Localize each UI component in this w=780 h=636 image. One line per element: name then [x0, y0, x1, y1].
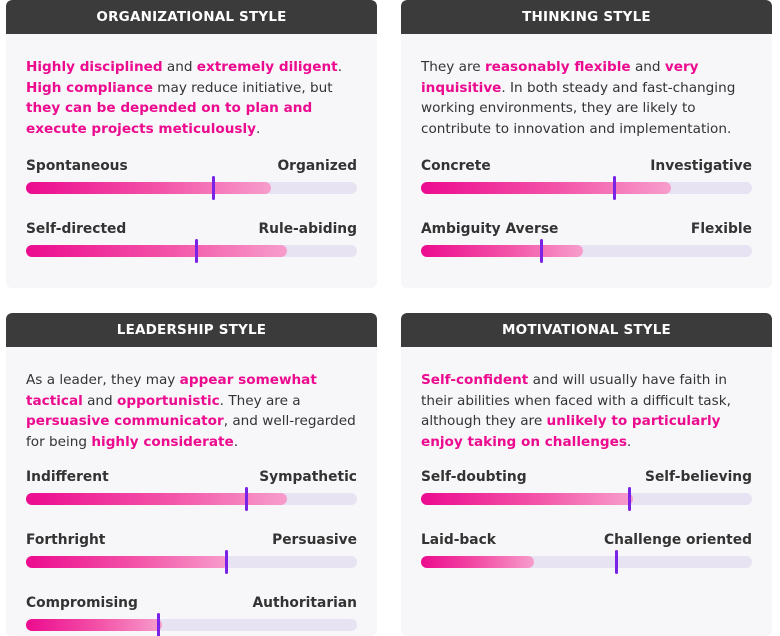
- description-text: .: [337, 59, 343, 75]
- card-description: [421, 57, 754, 140]
- trait-scale-fill: [26, 556, 228, 568]
- trait-scale-fill: [421, 493, 633, 505]
- highlight-text: extremely diligent: [196, 59, 338, 75]
- description-text: , and well-regarded for being: [26, 413, 356, 451]
- trait-left-label: Compromising: [26, 595, 138, 611]
- trait-spontaneous-organized: [26, 156, 357, 196]
- description-text: .: [256, 121, 261, 138]
- trait-right-label: Authoritarian: [252, 595, 357, 611]
- description-text: . They are a: [219, 392, 301, 409]
- description-text: They are: [421, 59, 485, 75]
- trait-labels: [26, 530, 357, 550]
- highlight-text: opportunistic: [117, 392, 220, 409]
- trait-concrete-investigative: [421, 156, 752, 196]
- trait-labels: [421, 467, 752, 487]
- trait-left-label: Self-doubting: [421, 469, 527, 485]
- trait-self-doubting-self-believing: [421, 467, 752, 507]
- trait-left-label: Self-directed: [26, 221, 127, 237]
- trait-right-label: Rule-abiding: [258, 221, 357, 237]
- trait-left-label: Forthright: [26, 532, 106, 548]
- trait-left-label: Spontaneous: [26, 158, 128, 174]
- trait-scale-track: [26, 493, 357, 505]
- trait-scale-fill: [26, 245, 287, 257]
- trait-score-marker: [157, 613, 160, 636]
- trait-labels: [421, 530, 752, 550]
- trait-left-label: Concrete: [421, 158, 491, 174]
- trait-forthright-persuasive: [26, 530, 357, 570]
- card-leadership-style: [6, 313, 377, 636]
- trait-scale-track: [26, 182, 357, 194]
- trait-scale-track: [421, 245, 752, 257]
- highlight-text: High compliance: [26, 79, 153, 96]
- trait-self-directed-rule-abiding: [26, 219, 357, 259]
- trait-score-marker: [225, 550, 228, 574]
- trait-right-label: Organized: [277, 158, 357, 174]
- description-text: and: [630, 59, 665, 75]
- highlight-text: Highly disciplined: [26, 59, 163, 75]
- trait-scale-track: [421, 556, 752, 568]
- description-text: .: [626, 434, 632, 451]
- trait-scale-fill: [26, 182, 271, 194]
- highlight-text: unlikely to particularly enjoy taking on challenges: [421, 413, 721, 451]
- trait-compromising-authoritarian: [26, 593, 357, 633]
- card-description: [26, 57, 359, 140]
- highlight-text: appear somewhat tactical: [26, 372, 317, 409]
- trait-scale-fill: [421, 245, 583, 257]
- highlight-text: highly considerate: [91, 434, 234, 451]
- card-description: [421, 370, 754, 453]
- highlight-text: persuasive communicator: [26, 413, 224, 430]
- card-motivational-style: [401, 313, 772, 636]
- highlight-text: they can be depended on to plan and execute projects meticulously: [26, 100, 313, 138]
- description-text: .: [233, 434, 239, 451]
- trait-scale-fill: [421, 182, 671, 194]
- description-text: As a leader, they may: [26, 372, 180, 388]
- card-description: [26, 370, 359, 453]
- trait-scale-track: [26, 245, 357, 257]
- trait-score-marker: [245, 487, 248, 511]
- card-thinking-style: [401, 0, 772, 288]
- trait-score-marker: [615, 550, 618, 574]
- trait-scale-track: [421, 493, 752, 505]
- trait-score-marker: [195, 239, 198, 263]
- description-text: and: [82, 392, 117, 409]
- trait-labels: [421, 219, 752, 239]
- trait-indifferent-sympathetic: [26, 467, 357, 507]
- trait-right-label: Sympathetic: [259, 469, 357, 485]
- description-text: and: [162, 59, 197, 75]
- trait-scale-track: [421, 182, 752, 194]
- trait-labels: [26, 219, 357, 239]
- trait-scale-fill: [26, 619, 162, 631]
- trait-scale-track: [26, 619, 357, 631]
- card-title: THINKING STYLE: [401, 0, 772, 34]
- trait-score-marker: [628, 487, 631, 511]
- trait-right-label: Persuasive: [272, 532, 357, 548]
- trait-score-marker: [540, 239, 543, 263]
- trait-left-label: Indifferent: [26, 469, 109, 485]
- card-title: ORGANIZATIONAL STYLE: [6, 0, 377, 34]
- highlight-text: reasonably flexible: [484, 59, 631, 75]
- trait-right-label: Flexible: [690, 221, 752, 237]
- trait-scale-fill: [421, 556, 534, 568]
- trait-score-marker: [613, 176, 616, 200]
- trait-score-marker: [212, 176, 215, 200]
- card-organizational-style: [6, 0, 377, 288]
- card-title: LEADERSHIP STYLE: [6, 313, 377, 347]
- trait-labels: [421, 156, 752, 176]
- trait-right-label: Self-believing: [645, 469, 752, 485]
- description-text: and will usually have faith in their abilities when faced with a difficult task, although they are: [421, 372, 731, 430]
- trait-right-label: Challenge oriented: [604, 532, 752, 548]
- trait-scale-track: [26, 556, 357, 568]
- card-title: MOTIVATIONAL STYLE: [401, 313, 772, 347]
- trait-left-label: Ambiguity Averse: [421, 221, 559, 237]
- trait-left-label: Laid-back: [421, 532, 496, 548]
- trait-labels: [26, 593, 357, 613]
- trait-ambiguity-averse-flexible: [421, 219, 752, 259]
- trait-labels: [26, 467, 357, 487]
- description-text: . In both steady and fast-changing working environments, they are likely to contribute to innovation and implementation.: [421, 79, 736, 138]
- highlight-text: very inquisitive: [421, 59, 699, 96]
- trait-scale-fill: [26, 493, 287, 505]
- trait-right-label: Investigative: [650, 158, 752, 174]
- description-text: may reduce initiative, but: [152, 79, 333, 96]
- highlight-text: Self-confident: [421, 372, 529, 388]
- trait-labels: [26, 156, 357, 176]
- trait-laid-back-challenge-oriented: [421, 530, 752, 570]
